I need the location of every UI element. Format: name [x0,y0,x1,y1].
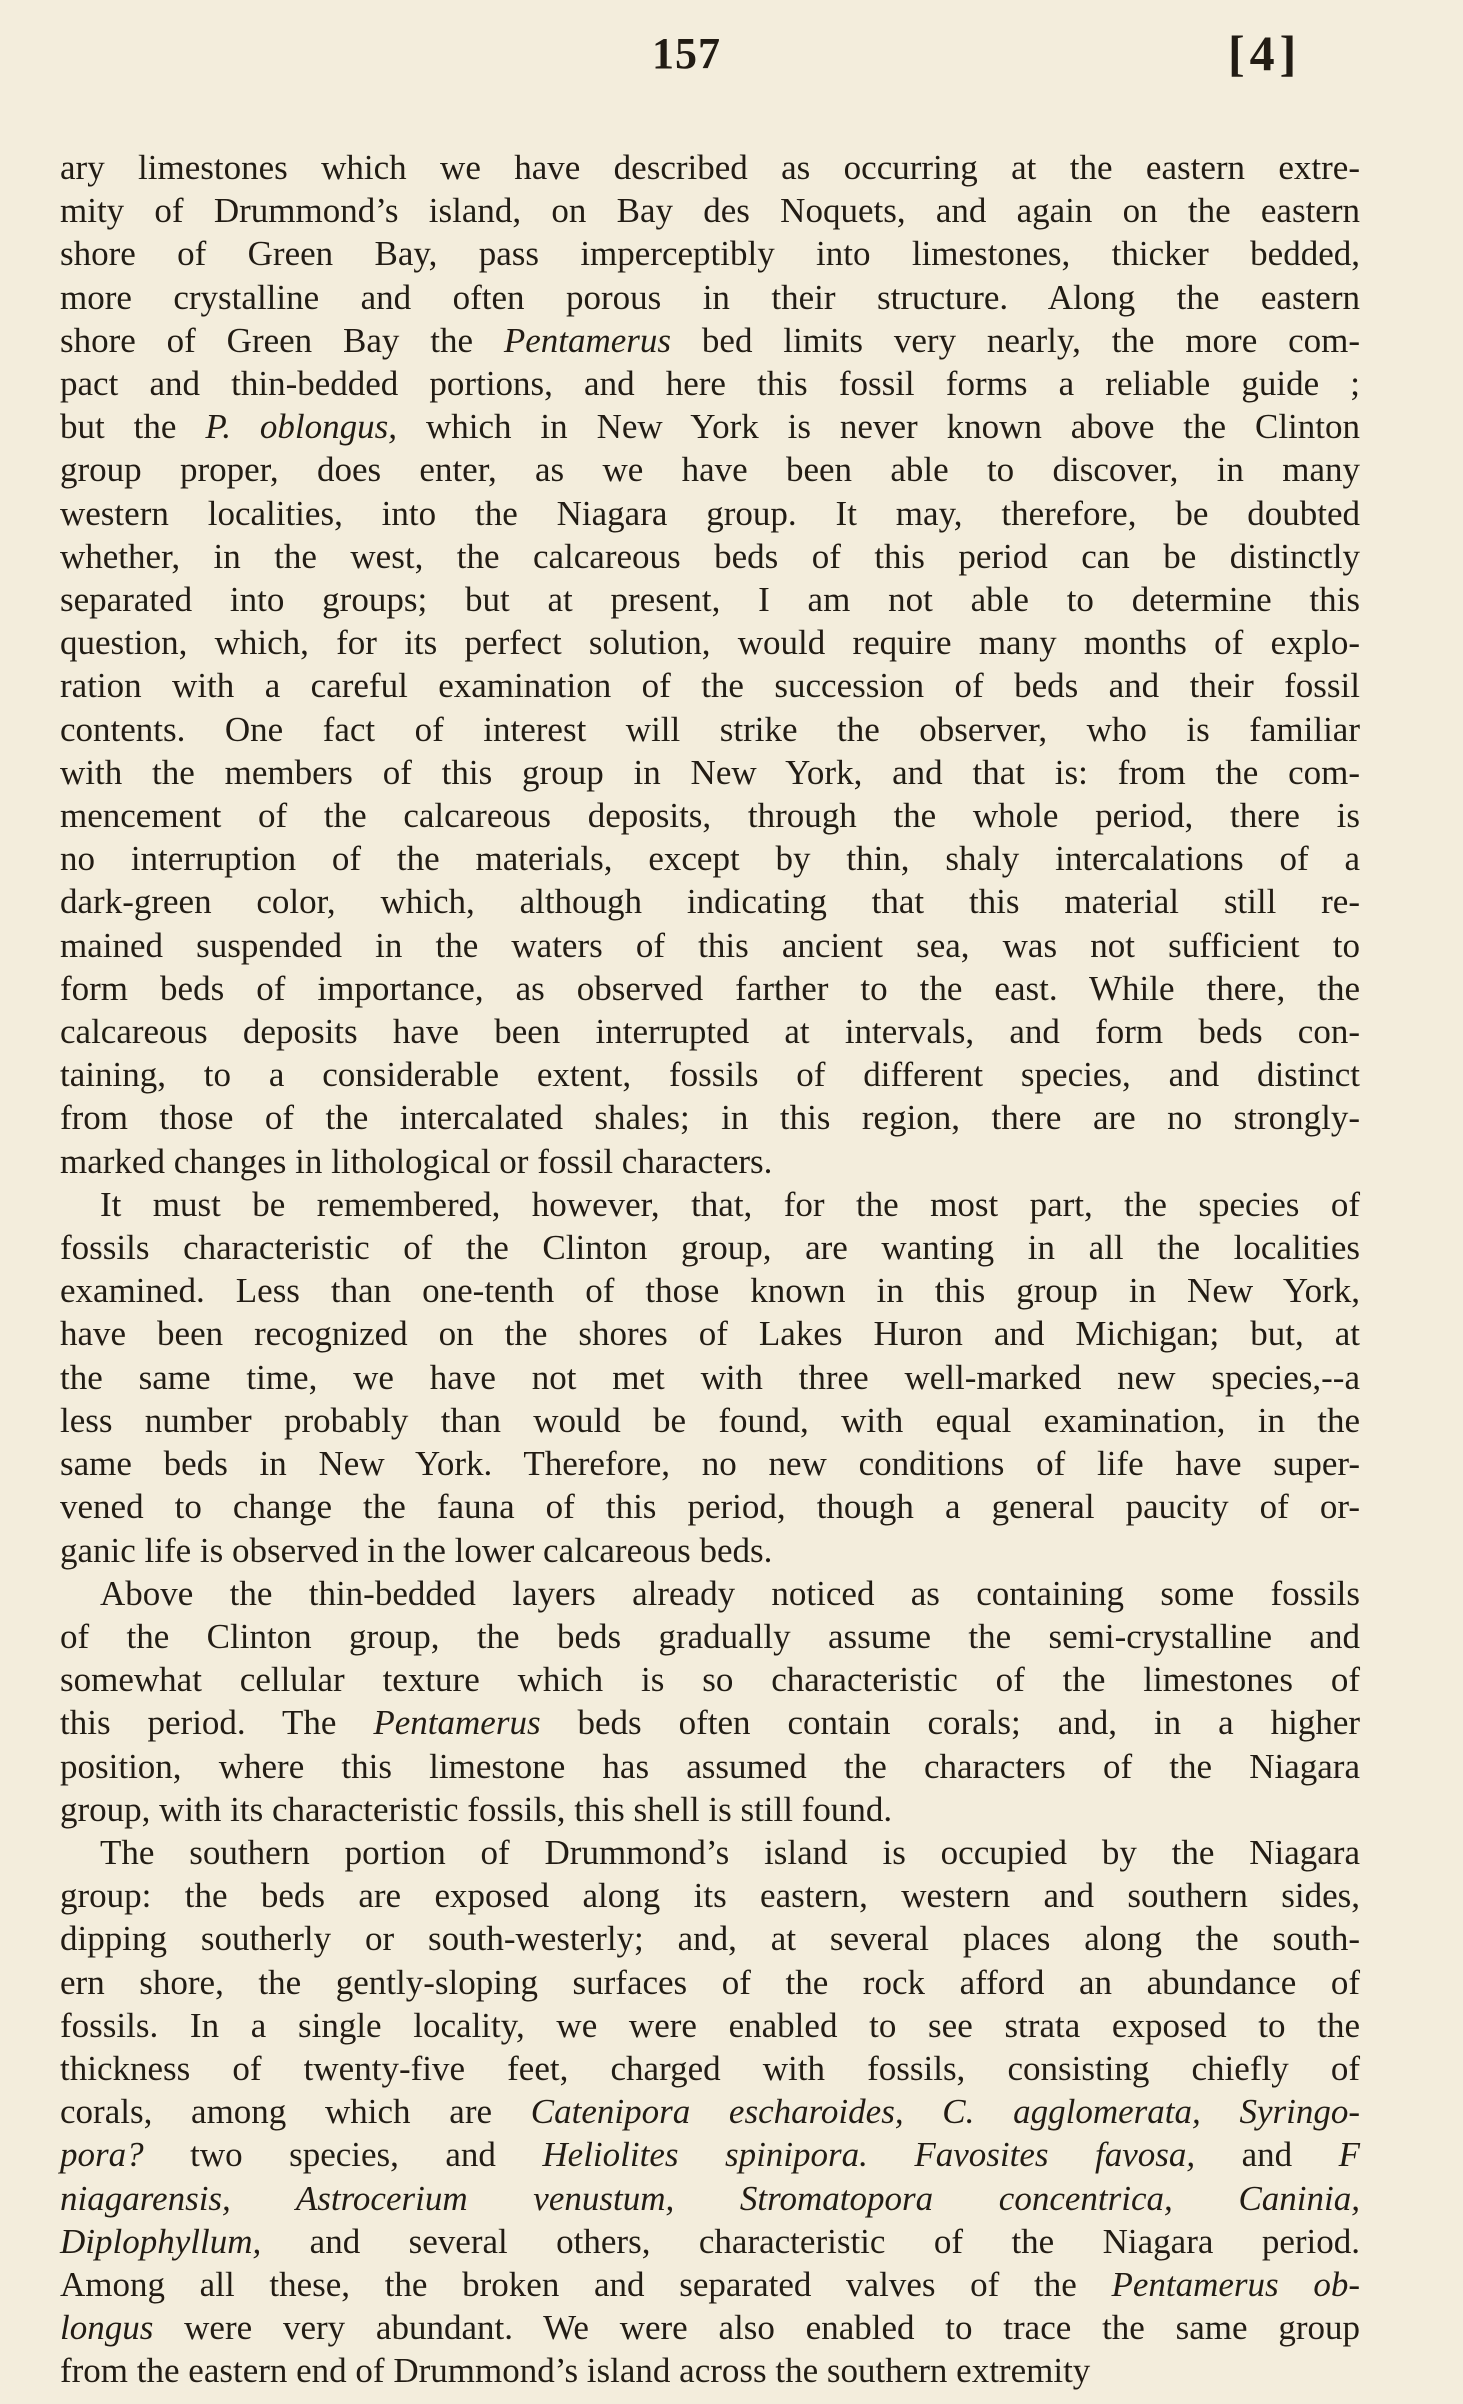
text-line [60,1485,1360,1528]
text-segment: It must be remembered, however, that, for the most part, the species of [100,1184,1360,1224]
text-line [60,1010,1360,1053]
text-segment: fossils. In a single locality, we were enabled to see strata exposed to the [60,2005,1360,2045]
text-line [60,189,1360,232]
text-line [60,146,1360,189]
text-segment: western localities, into the Niagara group. It may, therefore, be doubted [60,493,1360,533]
text-segment: ration with a careful examination of the succession of beds and their fossil [60,666,1360,706]
text-segment: contents. One fact of interest will strike the observer, who is familiar [60,709,1360,749]
text-segment: thickness of twenty-five feet, charged with fossils, consisting chiefly of [60,2048,1360,2088]
text-segment: from the eastern end of Drummond’s island across the southern extremity [60,2351,1091,2391]
text-line [60,2306,1360,2349]
text-segment: of the Clinton group, the beds gradually assume the semi-crystalline and [60,1616,1360,1656]
text-line [60,1356,1360,1399]
text-line [60,1140,1360,1183]
text-segment: separated into groups; but at present, I am not able to determine this [60,580,1360,620]
text-line [60,1745,1360,1788]
text-segment: whether, in the west, the calcareous beds of this period can be distinctly [60,536,1360,576]
text-line [60,708,1360,751]
text-segment: corals, among which are [60,2092,531,2132]
text-segment: form beds of importance, as observed farther to the east. While there, the [60,968,1360,1008]
text-segment: shore of Green Bay the [60,320,504,360]
text-segment: position, where this limestone has assumed the characters of the Niagara [60,1746,1360,1786]
text-line [60,1917,1360,1960]
text-line [60,276,1360,319]
italic-text: Catenipora escharoides, C. agglomerata, Syringo- [530,2092,1360,2132]
text-segment: but the [60,407,206,447]
italic-text: niagarensis, Astrocerium venustum, Stromatopora concentrica, Caninia, [60,2178,1360,2218]
text-line [60,1442,1360,1485]
text-line [60,1572,1360,1615]
italic-text: longus [60,2308,154,2348]
text-line [60,2133,1360,2176]
text-segment: ary limestones which we have described as occurring at the eastern extre- [60,148,1360,187]
text-segment: mity of Drummond’s island, on Bay des Noquets, and again on the eastern [60,191,1360,231]
text-segment: bed limits very nearly, the more com- [671,320,1360,360]
text-segment: The southern portion of Drummond’s island is occupied by the Niagara [100,1832,1360,1872]
text-segment: have been recognized on the shores of Lakes Huron and Michigan; but, at [60,1314,1360,1354]
text-segment: no interruption of the materials, except by thin, shaly intercalations of a [60,839,1360,879]
italic-text: P. oblongus, [205,407,398,447]
text-line [60,1658,1360,1701]
text-line [60,319,1360,362]
text-line [60,1874,1360,1917]
text-segment: less number probably than would be found, with equal examination, in the [60,1400,1360,1440]
text-segment: two species, and [143,2135,543,2175]
text-line [60,405,1360,448]
text-segment: dipping southerly or south-westerly; and, at several places along the south- [60,1919,1360,1959]
italic-text: Diplophyllum, [60,2221,262,2261]
text-line [60,751,1360,794]
text-line [60,1399,1360,1442]
text-line [60,2004,1360,2047]
italic-text: F [1338,2135,1361,2175]
text-segment: more crystalline and often porous in their structure. Along the eastern [60,277,1360,317]
text-line [60,1183,1360,1226]
text-segment: with the members of this group in New York, and that is: from the com- [60,752,1360,792]
text-line [60,880,1360,923]
text-line [60,2177,1360,2220]
text-line [60,1831,1360,1874]
text-line [60,232,1360,275]
text-segment: from those of the intercalated shales; in this region, there are no strongly- [60,1098,1360,1138]
text-segment: same beds in New York. Therefore, no new conditions of life have super- [60,1444,1360,1484]
text-segment: ern shore, the gently-sloping surfaces of the rock afford an abundance of [60,1962,1360,2002]
italic-text: Pentamerus [503,320,672,360]
text-line [60,2263,1360,2306]
text-segment: this period. The [60,1703,374,1743]
text-segment: Above the thin-bedded layers already noticed as containing some fossils [100,1573,1360,1613]
text-line [60,1961,1360,2004]
text-line [60,2090,1360,2133]
text-line [60,492,1360,535]
text-segment: group: the beds are exposed along its eastern, western and southern sides, [60,1876,1360,1916]
signature-mark: [4] [1228,25,1302,81]
text-line [60,578,1360,621]
text-line [60,2349,1360,2392]
text-line [60,1226,1360,1269]
text-segment: ganic life is observed in the lower calcareous beds. [60,1530,773,1570]
text-segment: pact and thin-bedded portions, and here this fossil forms a reliable guide ; [60,364,1360,404]
text-line [60,621,1360,664]
text-segment: which in New York is never known above the Clinton [397,407,1361,447]
text-line [60,535,1360,578]
text-segment: marked changes in lithological or fossil characters. [60,1141,773,1181]
text-segment: beds often contain corals; and, in a higher [540,1703,1361,1743]
text-line [60,1788,1360,1831]
text-segment: group, with its characteristic fossils, this shell is still found. [60,1789,893,1829]
text-line [60,1269,1360,1312]
text-segment: question, which, for its perfect solution, would require many months of explo- [60,623,1360,663]
text-segment: mencement of the calcareous deposits, through the whole period, there is [60,796,1360,836]
text-segment: fossils characteristic of the Clinton group, are wanting in all the localities [60,1228,1360,1268]
page-number: 157 [652,29,721,78]
text-line [60,837,1360,880]
italic-text: Pentamerus ob- [1111,2264,1360,2304]
text-line [60,1529,1360,1572]
text-line [60,1312,1360,1355]
text-segment: vened to change the fauna of this period, though a general paucity of or- [60,1487,1360,1527]
italic-text: pora? [60,2135,144,2175]
text-line [60,1096,1360,1139]
text-line [60,1701,1360,1744]
text-line [60,448,1360,491]
body-text [60,146,1360,2393]
text-line [60,664,1360,707]
text-line [60,1615,1360,1658]
text-line [60,2220,1360,2263]
text-line [60,2047,1360,2090]
text-segment: were very abundant. We were also enabled to trace the same group [153,2308,1360,2348]
text-segment: group proper, does enter, as we have been able to discover, in many [60,450,1360,490]
text-segment: calcareous deposits have been interrupted at intervals, and form beds con- [60,1012,1360,1052]
text-segment: dark-green color, which, although indicating that this material still re- [60,882,1360,922]
italic-text: Heliolites spinipora. Favosites favosa, [542,2135,1196,2175]
text-segment: Among all these, the broken and separated valves of the [60,2264,1112,2304]
text-line [60,362,1360,405]
text-segment: the same time, we have not met with three well-marked new species,--a [60,1357,1360,1397]
text-line [60,924,1360,967]
text-segment: examined. Less than one-tenth of those known in this group in New York, [60,1271,1360,1311]
text-line [60,794,1360,837]
text-segment: taining, to a considerable extent, fossils of different species, and distinct [60,1055,1360,1095]
text-segment: and [1195,2135,1339,2175]
text-line [60,1053,1360,1096]
text-segment: somewhat cellular texture which is so characteristic of the limestones of [60,1660,1360,1700]
text-segment: and several others, characteristic of the Niagara period. [261,2221,1360,2261]
italic-text: Pentamerus [373,1703,541,1743]
text-segment: shore of Green Bay, pass imperceptibly into limestones, thicker bedded, [60,234,1360,274]
text-segment: mained suspended in the waters of this ancient sea, was not sufficient to [60,925,1360,965]
text-line [60,967,1360,1010]
